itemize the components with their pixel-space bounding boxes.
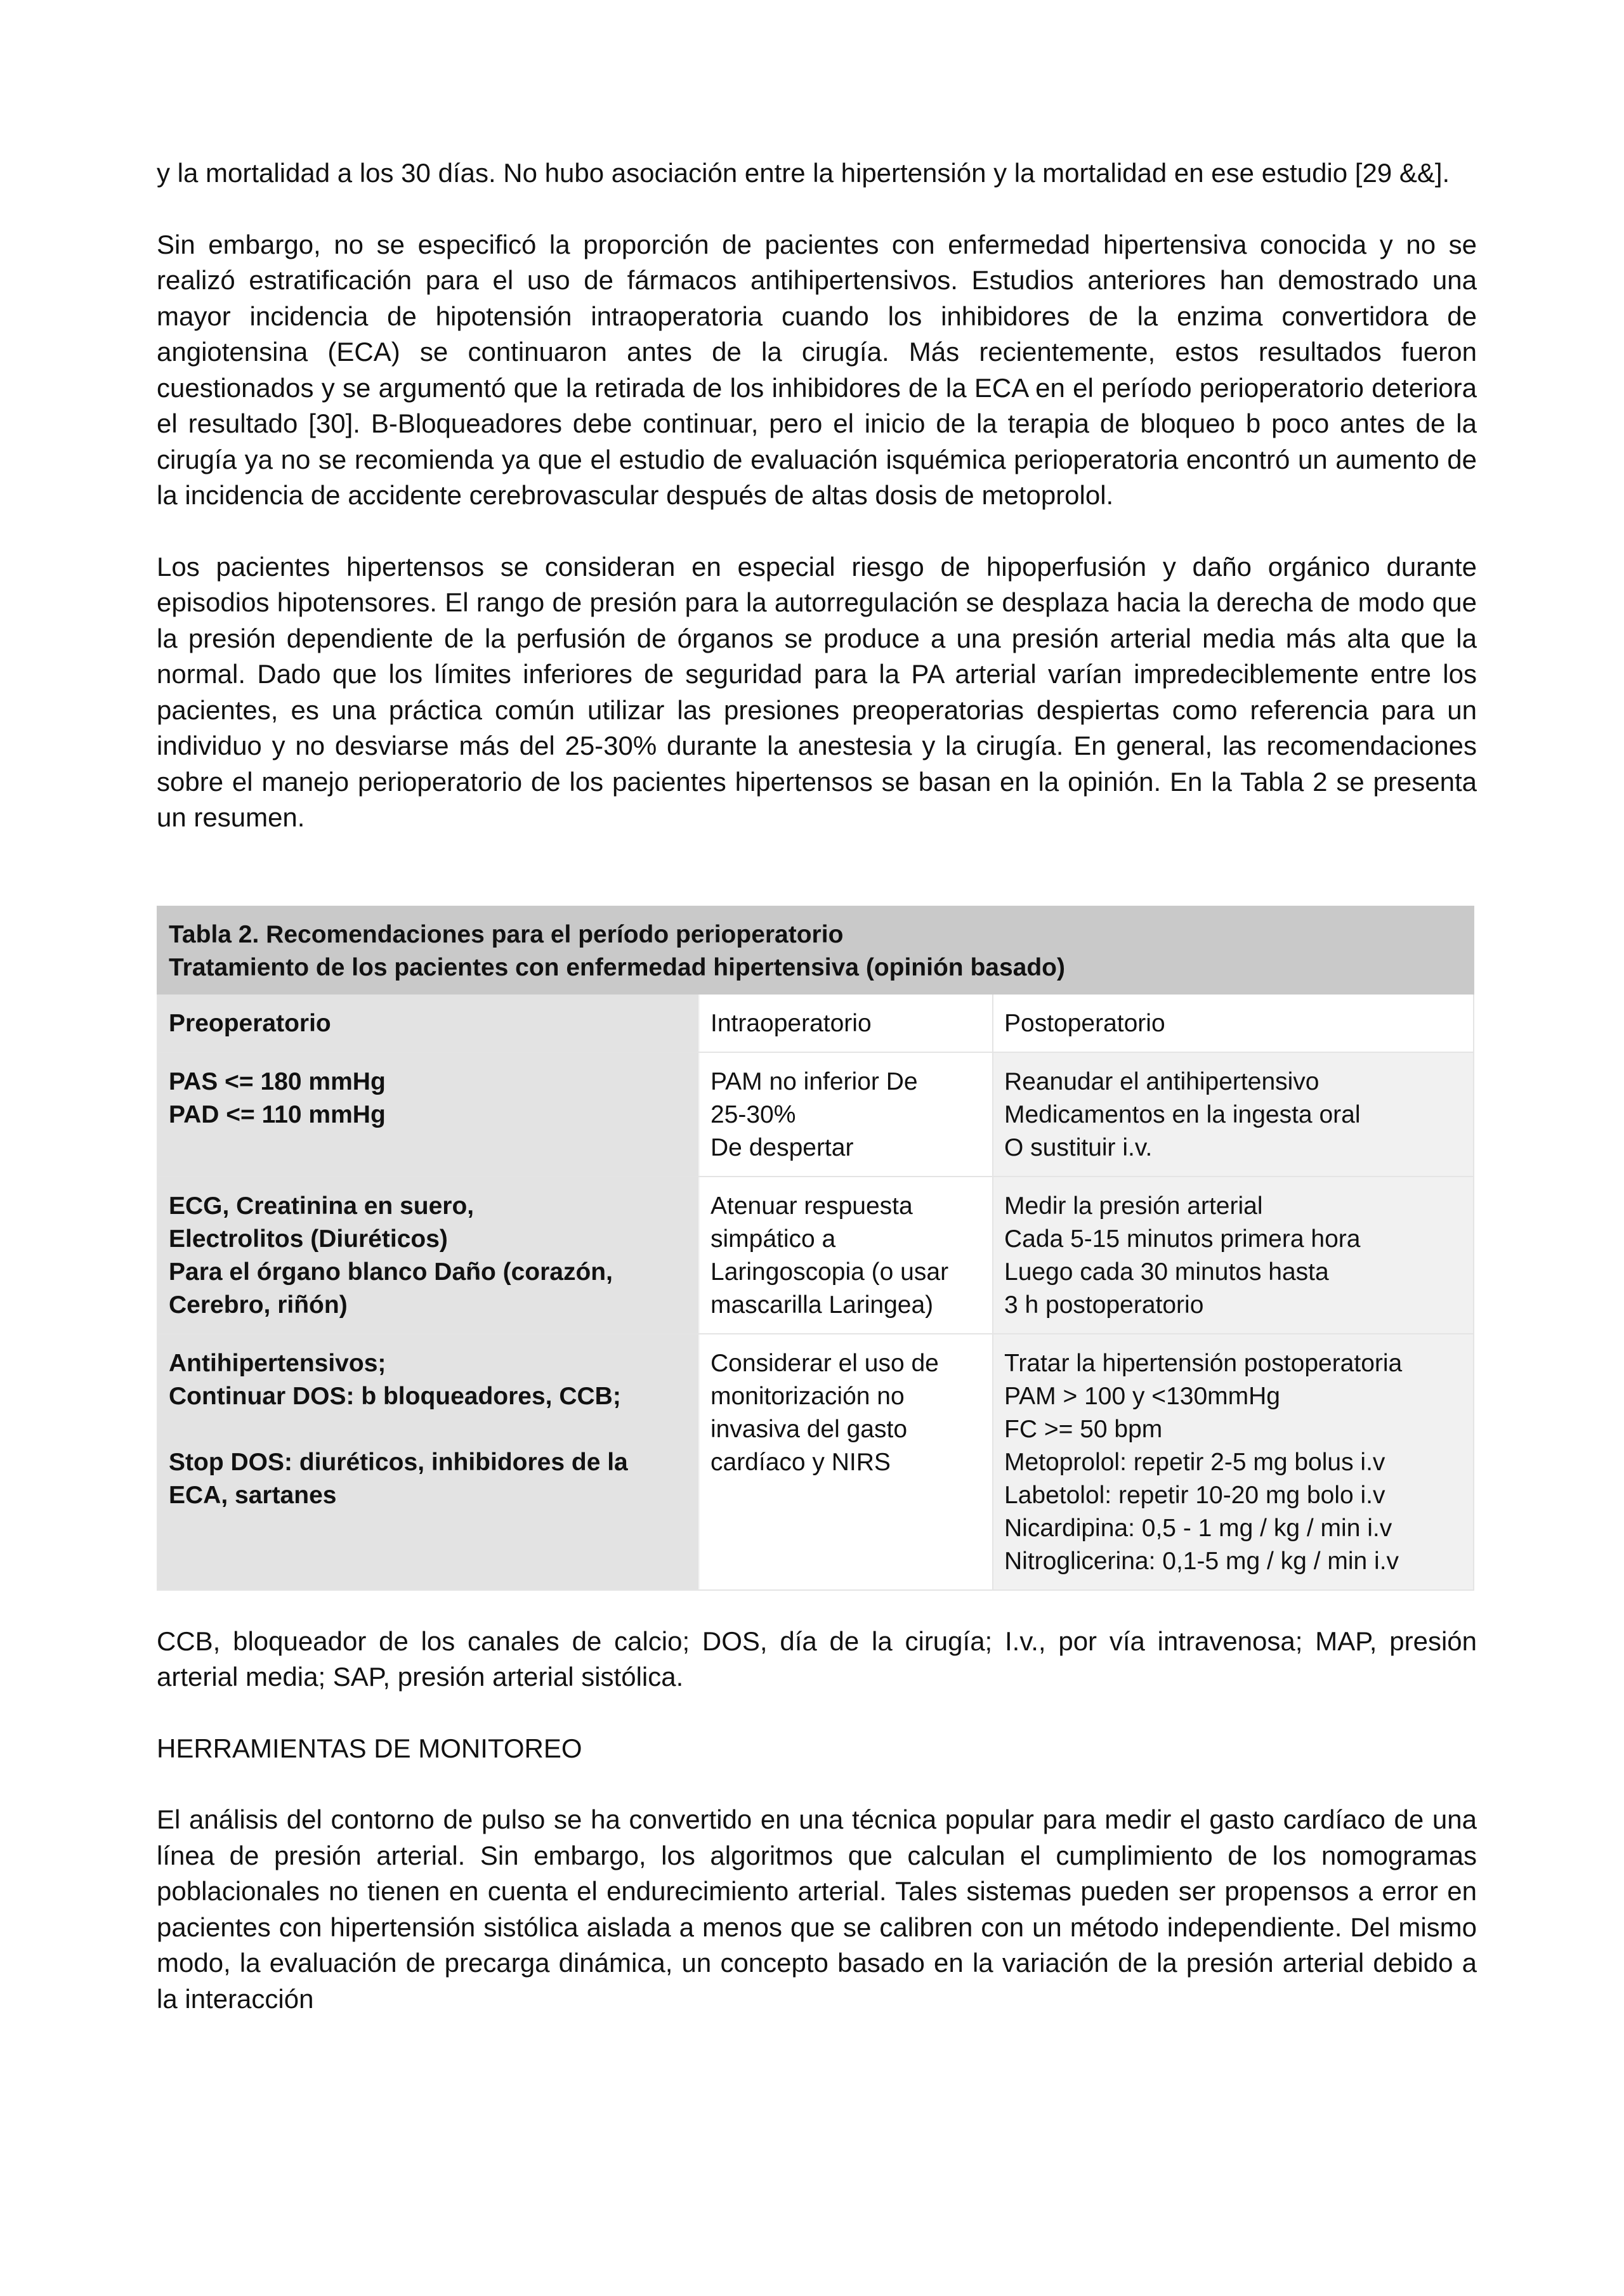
- cell-line: ECA, sartanes: [169, 1481, 337, 1509]
- cell-line: Reanudar el antihipertensivo: [1004, 1067, 1320, 1095]
- cell-line: monitorización no: [710, 1382, 905, 1410]
- cell-line: Atenuar respuesta: [710, 1192, 913, 1220]
- table-row: [157, 1334, 1474, 1590]
- cell-intra: [699, 1052, 993, 1177]
- cell-line: cardíaco y NIRS: [710, 1448, 891, 1476]
- cell-line: Nitroglicerina: 0,1-5 mg / kg / min i.v: [1004, 1547, 1399, 1575]
- header-intraoperatorio: Intraoperatorio: [699, 994, 993, 1052]
- table-footnote: CCB, bloqueador de los canales de calcio; DOS, día de la cirugía; I.v., por vía intravenosa; MAP, presión arterial media; SAP, presión arterial sistólica.: [157, 1626, 1477, 1692]
- cell-post: [993, 1052, 1474, 1177]
- cell-line: Para el órgano blanco Daño (corazón,: [169, 1258, 613, 1286]
- header-preoperatorio: Preoperatorio: [157, 994, 699, 1052]
- cell-line: ECG, Creatinina en suero,: [169, 1192, 475, 1220]
- table-caption-title: Tabla 2. Recomendaciones para el período perioperatorio: [169, 920, 844, 948]
- table-row: [157, 1052, 1474, 1177]
- table-caption-row: [157, 906, 1474, 994]
- cell-line: PAD <= 110 mmHg: [169, 1100, 386, 1128]
- paragraph-monitoring: El análisis del contorno de pulso se ha convertido en una técnica popular para medir el gasto cardíaco de una línea de presión arterial. Sin embargo, los algoritmos que calculan el cumplimiento de los nomogramas poblacionales no tienen en cuenta el endurecimiento arterial. Tales sistemas pueden ser propensos a error en pacientes con hipertensión sistólica aislada a menos que se calibren con un método independiente. Del mismo modo, la evaluación de precarga dinámica, un concepto basado en la variación de la presión arterial debido a la interacción: [157, 1804, 1477, 2014]
- document-page: [157, 155, 1477, 2017]
- cell-line: Medir la presión arterial: [1004, 1192, 1263, 1220]
- cell-line: Tratar la hipertensión postoperatoria: [1004, 1349, 1403, 1377]
- section-heading: HERRAMIENTAS DE MONITOREO: [157, 1733, 582, 1763]
- cell-line: Cada 5-15 minutos primera hora: [1004, 1225, 1361, 1253]
- cell-line: Labetolol: repetir 10-20 mg bolo i.v: [1004, 1481, 1385, 1509]
- cell-line: PAS <= 180 mmHg: [169, 1067, 386, 1095]
- cell-line: Cerebro, riñón): [169, 1291, 348, 1319]
- cell-line: 3 h postoperatorio: [1004, 1291, 1204, 1319]
- cell-spacer: [169, 1413, 688, 1446]
- cell-line: Metoprolol: repetir 2-5 mg bolus i.v: [1004, 1448, 1385, 1476]
- paragraph-hypertensive-patients: Los pacientes hipertensos se consideran en especial riesgo de hipoperfusión y daño orgánico durante episodios hipotensores. El rango de presión para la autorregulación se desplaza hacia la derecha de modo que la presión dependiente de la perfusión de órganos se produce a una presión arterial media más alta que la normal. Dado que los límites inferiores de seguridad para la PA arterial varían impredeciblemente entre los pacientes, es una práctica común utilizar las presiones preoperatorias despiertas como referencia para un individuo y no desviarse más del 25-30% durante la anestesia y la cirugía. En general, las recomendaciones sobre el manejo perioperatorio de los pacientes hipertensos se basan en la opinión. En la Tabla 2 se presenta un resumen.: [157, 551, 1477, 832]
- cell-line: O sustituir i.v.: [1004, 1133, 1153, 1161]
- paragraph-continuation: y la mortalidad a los 30 días. No hubo asociación entre la hipertensión y la mortalidad en ese estudio [29 &&].: [157, 158, 1450, 188]
- recommendations-table: [157, 906, 1474, 1591]
- cell-intra: [699, 1334, 993, 1590]
- cell-line: Nicardipina: 0,5 - 1 mg / kg / min i.v: [1004, 1514, 1392, 1542]
- cell-line: Stop DOS: diuréticos, inhibidores de la: [169, 1448, 628, 1476]
- cell-pre: [157, 1177, 699, 1334]
- cell-intra: [699, 1177, 993, 1334]
- cell-line: invasiva del gasto: [710, 1415, 908, 1443]
- table-row: [157, 1177, 1474, 1334]
- cell-line: simpático a: [710, 1225, 836, 1253]
- cell-line: FC >= 50 bpm: [1004, 1415, 1163, 1443]
- cell-post: [993, 1177, 1474, 1334]
- header-postoperatorio: Postoperatorio: [993, 994, 1474, 1052]
- table-caption-subtitle: Tratamiento de los pacientes con enfermedad hipertensiva (opinión basado): [169, 953, 1065, 981]
- cell-pre: [157, 1052, 699, 1177]
- table-caption: [157, 906, 1474, 994]
- cell-line: Antihipertensivos;: [169, 1349, 386, 1377]
- cell-post: [993, 1334, 1474, 1590]
- cell-line: PAM > 100 y <130mmHg: [1004, 1382, 1280, 1410]
- cell-line: Luego cada 30 minutos hasta: [1004, 1258, 1329, 1286]
- cell-line: De despertar: [710, 1133, 854, 1161]
- cell-line: Continuar DOS: b bloqueadores, CCB;: [169, 1382, 621, 1410]
- cell-line: Medicamentos en la ingesta oral: [1004, 1100, 1361, 1128]
- cell-line: Electrolitos (Diuréticos): [169, 1225, 448, 1253]
- cell-line: Considerar el uso de: [710, 1349, 939, 1377]
- cell-pre: [157, 1334, 699, 1590]
- cell-line: 25-30%: [710, 1100, 796, 1128]
- cell-line: Laringoscopia (o usar: [710, 1258, 949, 1286]
- cell-line: PAM no inferior De: [710, 1067, 918, 1095]
- cell-line: mascarilla Laringea): [710, 1291, 934, 1319]
- paragraph-ace-inhibitors: Sin embargo, no se especificó la proporción de pacientes con enfermedad hipertensiva conocida y no se realizó estratificación para el uso de fármacos antihipertensivos. Estudios anteriores han demostrado una mayor incidencia de hipotensión intraoperatoria cuando los inhibidores de la enzima convertidora de angiotensina (ECA) se continuaron antes de la cirugía. Más recientemente, estos resultados fueron cuestionados y se argumentó que la retirada de los inhibidores de la ECA en el período perioperatorio deteriora el resultado [30]. B-Bloqueadores debe continuar, pero el inicio de la terapia de bloqueo b poco antes de la cirugía ya no se recomienda ya que el estudio de evaluación isquémica perioperatoria encontró un aumento de la incidencia de accidente cerebrovascular después de altas dosis de metoprolol.: [157, 229, 1477, 510]
- table-header-row: [157, 994, 1474, 1052]
